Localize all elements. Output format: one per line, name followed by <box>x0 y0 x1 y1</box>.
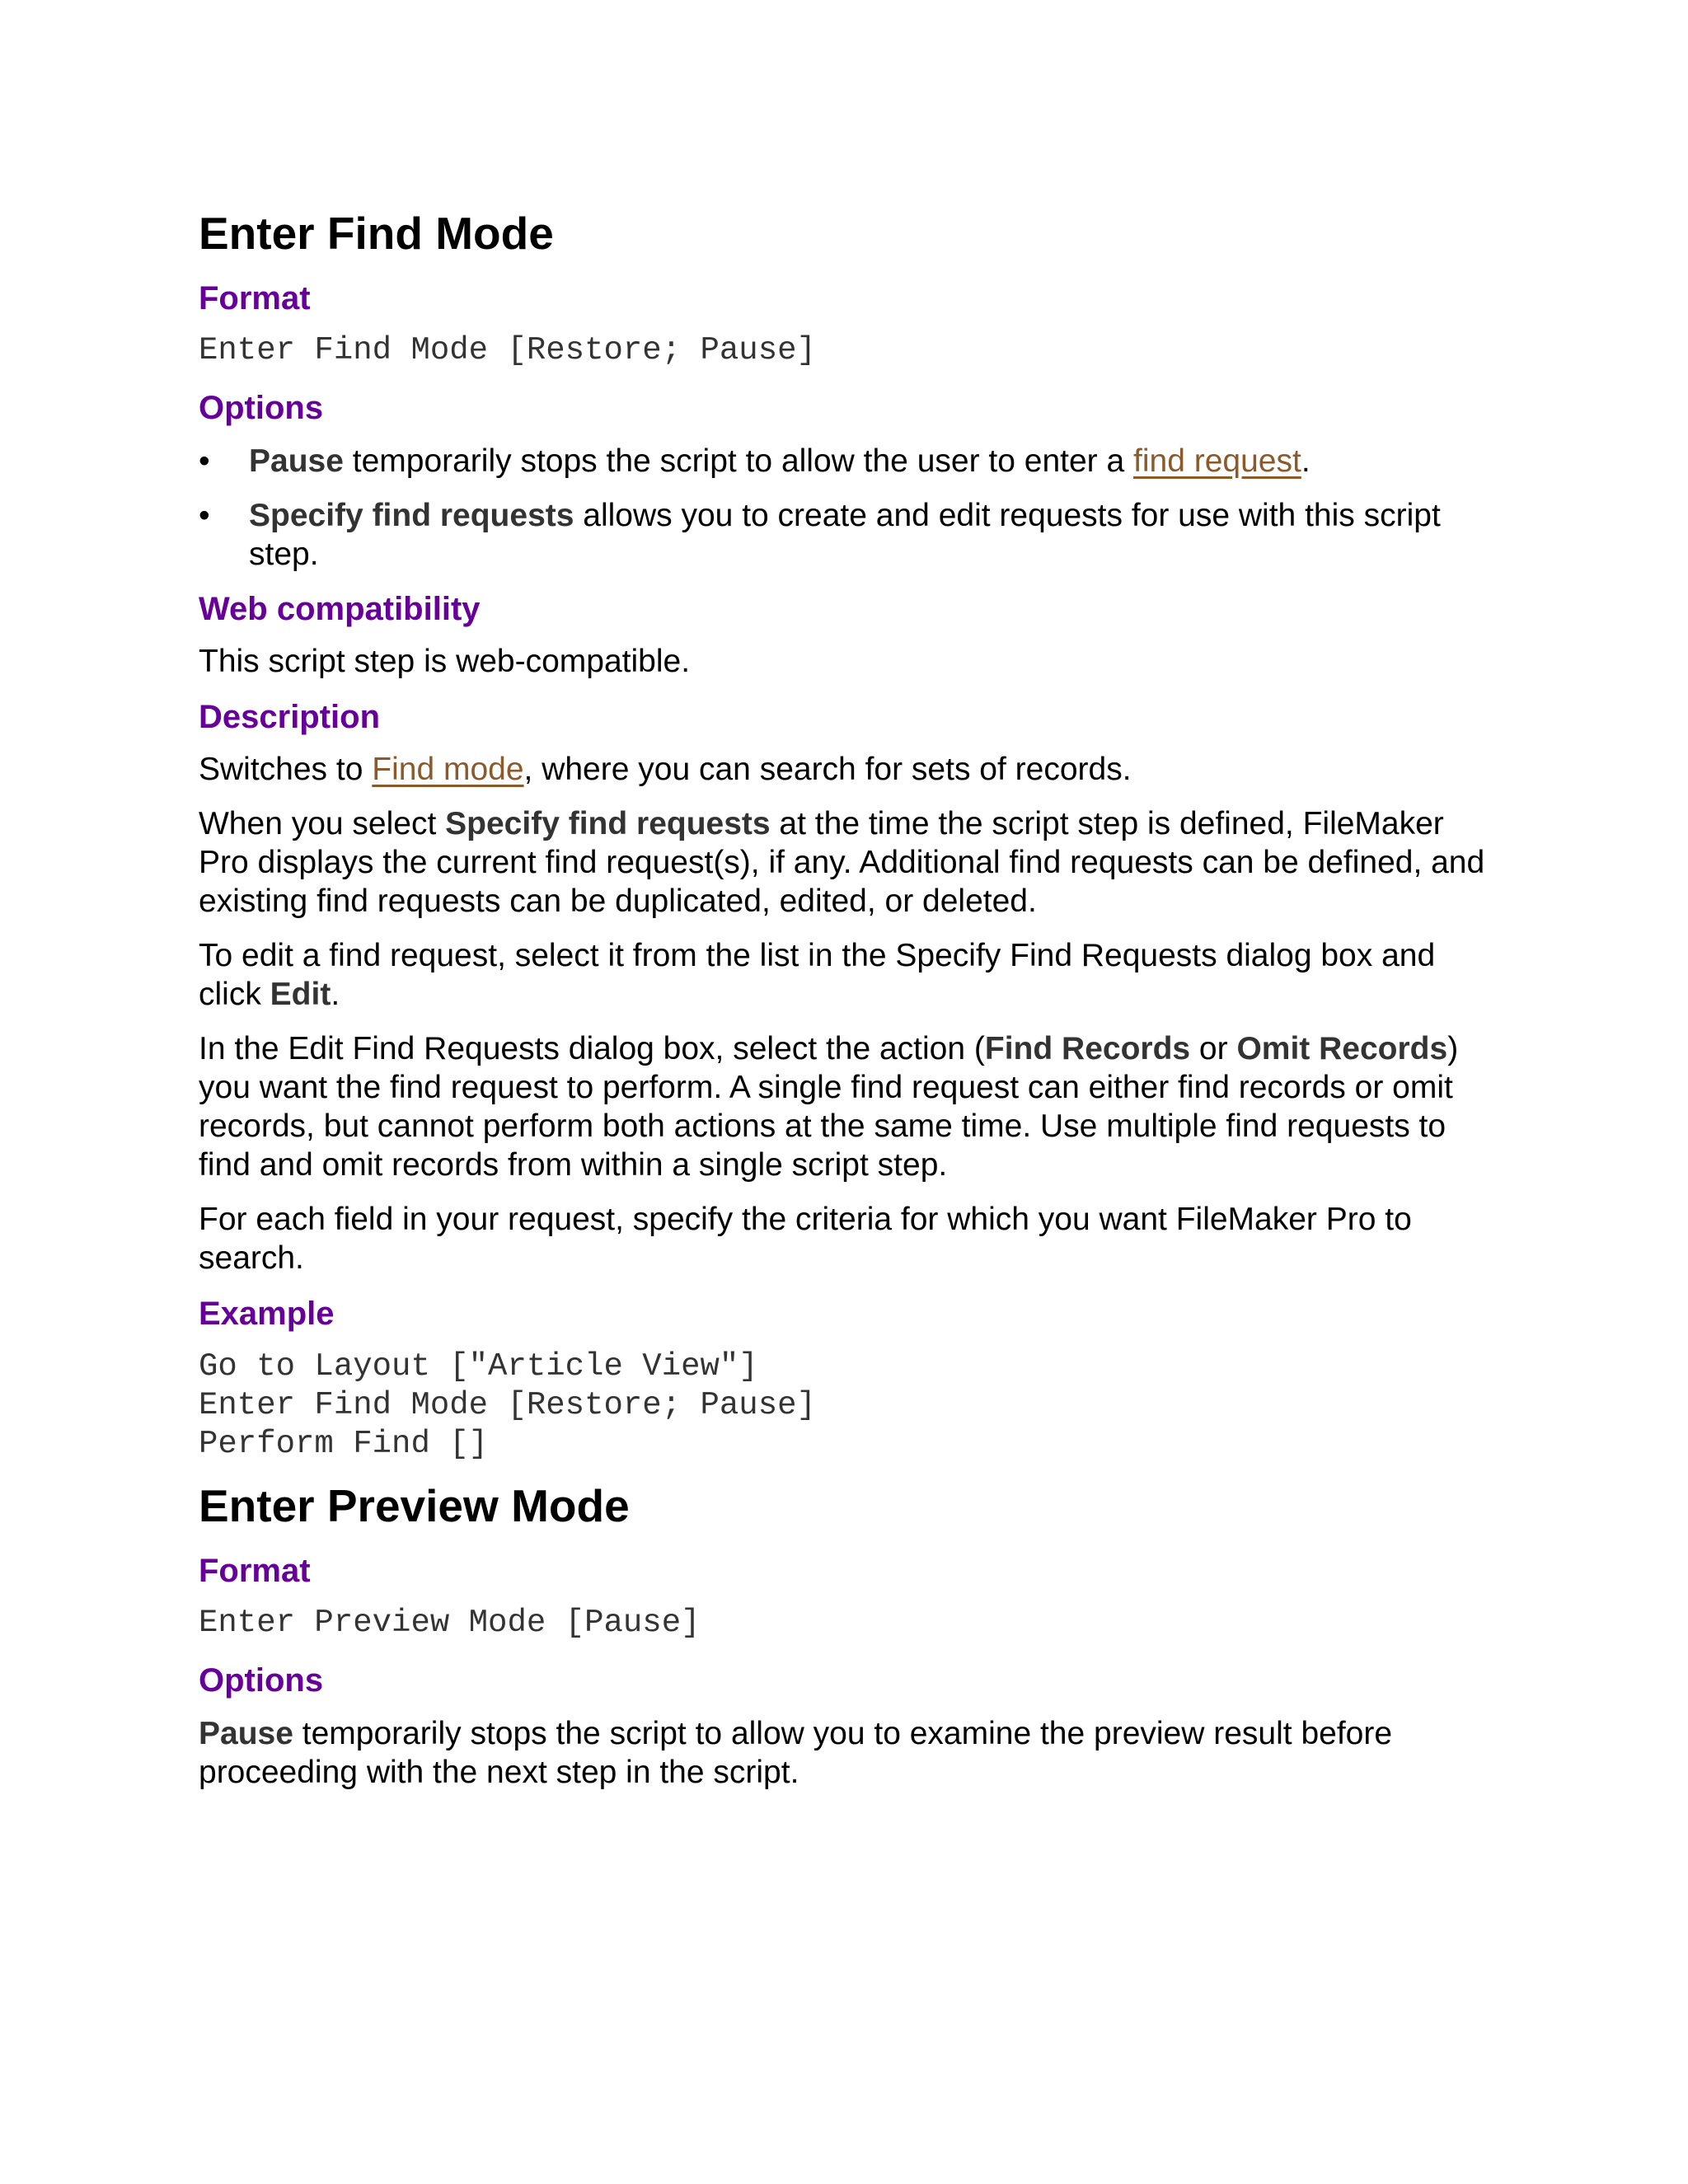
text-run: at the time the script step is defined, FileMaker Pro displays the current find request(s), if any. Additional find requests can be defined, and existing find requests can be duplicated, edited, or deleted. <box>199 806 1485 919</box>
list-item <box>199 496 1489 574</box>
find-mode-link[interactable]: Find mode <box>372 752 524 787</box>
section-enter-find-mode <box>199 206 1489 1464</box>
code-line: Go to Layout ["Article View"] <box>199 1348 758 1385</box>
list-item <box>199 442 1489 480</box>
option-term: Pause <box>249 443 344 479</box>
web-compatibility-heading: Web compatibility <box>199 591 481 627</box>
example-code-block <box>199 1347 1489 1464</box>
section-title: Enter Preview Mode <box>199 1480 630 1531</box>
bold-term: Omit Records <box>1236 1031 1448 1066</box>
section-enter-preview-mode <box>199 1479 1489 1792</box>
code-line: Enter Find Mode [Restore; Pause] <box>199 1387 816 1423</box>
find-request-link[interactable]: find request <box>1133 443 1301 479</box>
text-run: or <box>1190 1031 1237 1066</box>
text-run: When you select <box>199 806 446 841</box>
bold-term: Edit <box>270 977 331 1012</box>
example-heading: Example <box>199 1296 335 1332</box>
options-paragraph <box>199 1714 1489 1792</box>
document-page <box>199 206 1489 1792</box>
section-title: Enter Find Mode <box>199 208 554 259</box>
text-run: Switches to <box>199 752 373 787</box>
bold-term: Specify find requests <box>445 806 771 841</box>
option-text: allows you to create and edit requests for use with this script step. <box>249 498 1441 572</box>
code-line: Perform Find [] <box>199 1426 489 1462</box>
description-paragraph <box>199 750 1489 789</box>
text-run: , where you can search for sets of records. <box>523 752 1132 787</box>
options-list <box>199 442 1489 574</box>
text-run: temporarily stops the script to allow you to examine the preview result before proceeding with the next step in the script. <box>199 1716 1393 1790</box>
option-text: temporarily stops the script to allow the user to enter a <box>343 443 1134 479</box>
bullet-icon: • <box>199 443 210 479</box>
options-heading: Options <box>199 1662 324 1699</box>
format-heading: Format <box>199 1553 311 1589</box>
description-heading: Description <box>199 699 381 735</box>
text-run: ) you want the find request to perform. A single find request can either find records or omit records, but cannot perform both actions at the same time. Use multiple find requests to find and omit records from within a single script step. <box>199 1031 1459 1183</box>
format-code: Enter Preview Mode [Pause] <box>199 1605 701 1641</box>
web-compatibility-text: This script step is web-compatible. <box>199 644 691 679</box>
text-run: . <box>331 977 340 1012</box>
bold-term: Pause <box>199 1716 293 1751</box>
format-heading: Format <box>199 280 311 316</box>
format-code: Enter Find Mode [Restore; Pause] <box>199 332 816 368</box>
description-paragraph <box>199 804 1489 921</box>
bullet-icon: • <box>199 498 210 533</box>
option-text-end: . <box>1301 443 1311 479</box>
description-paragraph <box>199 1029 1489 1184</box>
description-paragraph <box>199 936 1489 1014</box>
description-paragraph: For each field in your request, specify the criteria for which you want FileMaker Pro to search. <box>199 1202 1412 1276</box>
options-heading: Options <box>199 390 324 426</box>
text-run: In the Edit Find Requests dialog box, select the action ( <box>199 1031 985 1066</box>
bold-term: Find Records <box>984 1031 1191 1066</box>
text-run: To edit a find request, select it from the list in the Specify Find Requests dialog box and click <box>199 938 1436 1012</box>
option-term: Specify find requests <box>249 498 574 533</box>
